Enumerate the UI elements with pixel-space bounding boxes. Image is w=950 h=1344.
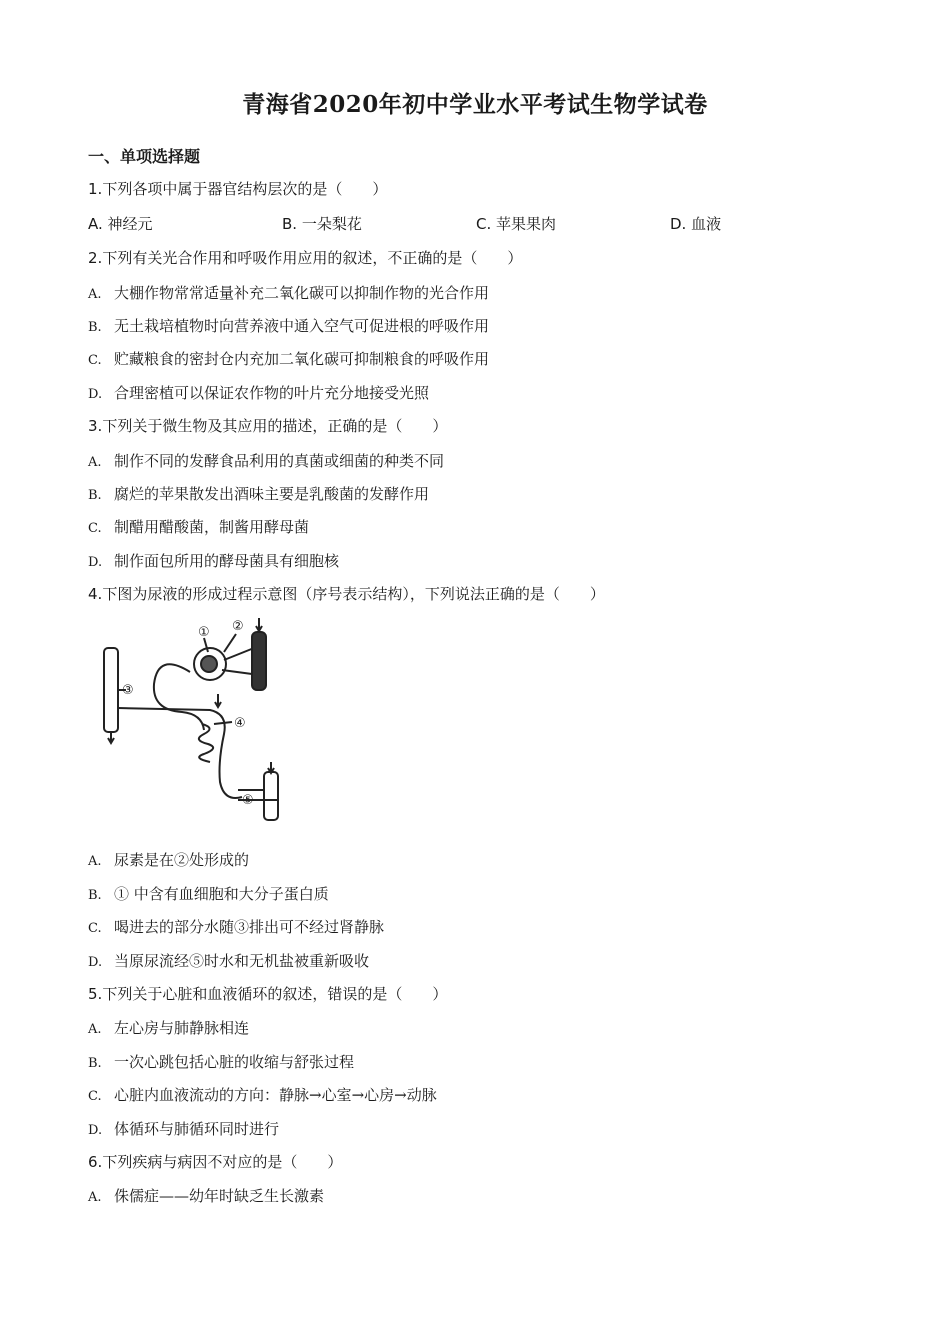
question-2: [88, 247, 522, 268]
option-label: A.: [88, 1190, 102, 1205]
option-label: D.: [670, 215, 687, 233]
option-text: 尿素是在②处形成的: [114, 851, 250, 869]
option-label: D.: [88, 1123, 103, 1138]
option-label: B.: [282, 215, 298, 233]
option-label: A.: [88, 215, 103, 233]
option-label: B.: [88, 320, 102, 335]
q3-option-a[interactable]: [88, 450, 444, 471]
renal-artery: [252, 632, 266, 690]
question-6: [88, 1151, 342, 1172]
collecting-duct: [104, 648, 118, 732]
option-text: 神经元: [107, 215, 153, 233]
option-label: A.: [88, 1022, 102, 1037]
option-text: 制醋用醋酸菌，制酱用酵母菌: [114, 518, 310, 536]
figure-label-1: ①: [198, 625, 210, 640]
figure-label-2: ②: [232, 619, 244, 634]
figure-label-5: ⑤: [242, 793, 254, 808]
afferent-arteriole: [224, 648, 254, 660]
q1-option-b[interactable]: [282, 213, 362, 234]
q4-option-c[interactable]: [88, 916, 384, 937]
q4-option-d[interactable]: [88, 950, 369, 971]
q3-option-b[interactable]: [88, 483, 429, 504]
option-label: A.: [88, 287, 102, 302]
peritubular-capillary: [199, 724, 213, 762]
figure-label-4: ④: [234, 716, 246, 731]
option-label: B.: [88, 1056, 102, 1071]
option-text: 合理密植可以保证农作物的叶片充分地接受光照: [114, 384, 430, 402]
option-label: D.: [88, 955, 103, 970]
option-text: 大棚作物常常适量补充二氧化碳可以抑制作物的光合作用: [114, 284, 490, 302]
q5-option-a[interactable]: [88, 1017, 249, 1038]
glomerulus: [201, 656, 217, 672]
q2-option-d[interactable]: [88, 382, 429, 403]
question-stem: 下列疾病与病因不对应的是（ ）: [102, 1153, 343, 1171]
leader-4: [214, 722, 232, 724]
option-text: 贮藏粮食的密封仓内充加二氧化碳可抑制粮食的呼吸作用: [114, 350, 490, 368]
q5-option-c[interactable]: [88, 1084, 437, 1105]
tubule-path: [118, 708, 242, 798]
option-label: B.: [88, 488, 102, 503]
q2-option-a[interactable]: [88, 282, 489, 303]
option-label: B.: [88, 888, 102, 903]
question-number: 3.: [88, 417, 103, 435]
option-text: 侏儒症——幼年时缺乏生长激素: [114, 1187, 325, 1205]
option-text: 苹果果肉: [496, 215, 557, 233]
option-label: A.: [88, 854, 102, 869]
efferent-arteriole: [222, 670, 252, 674]
q1-option-d[interactable]: [670, 213, 721, 234]
q3-option-d[interactable]: [88, 550, 339, 571]
option-text: 心脏内血液流动的方向：静脉→心室→心房→动脉: [114, 1086, 437, 1104]
option-text: 左心房与肺静脉相连: [114, 1019, 250, 1037]
option-text: 一朵梨花: [301, 215, 362, 233]
option-label: D.: [88, 387, 103, 402]
option-text: 腐烂的苹果散发出酒味主要是乳酸菌的发酵作用: [114, 485, 430, 503]
q3-option-c[interactable]: [88, 516, 309, 537]
option-text: 血液: [691, 215, 722, 233]
leader-2: [224, 634, 236, 652]
question-number: 6.: [88, 1153, 103, 1171]
nephron-diagram: [92, 612, 292, 824]
option-label: C.: [476, 215, 492, 233]
q6-option-a[interactable]: [88, 1185, 324, 1206]
question-stem: 下列各项中属于器官结构层次的是（ ）: [102, 180, 388, 198]
question-number: 5.: [88, 985, 103, 1003]
q4-option-a[interactable]: [88, 849, 249, 870]
section-heading: 一、单项选择题: [88, 147, 201, 166]
figure-label-3: ③: [122, 683, 134, 698]
question-stem: 下列有关光合作用和呼吸作用应用的叙述，不正确的是（ ）: [102, 249, 523, 267]
option-text: 制作不同的发酵食品利用的真菌或细菌的种类不同: [114, 452, 445, 470]
renal-vein: [264, 772, 278, 820]
option-text: 体循环与肺循环同时进行: [114, 1120, 280, 1138]
option-label: D.: [88, 555, 103, 570]
question-number: 4.: [88, 585, 103, 603]
option-label: C.: [88, 1089, 102, 1104]
q1-option-c[interactable]: [476, 213, 556, 234]
q2-option-b[interactable]: [88, 315, 489, 336]
option-label: C.: [88, 921, 102, 936]
question-stem: 下图为尿液的形成过程示意图（序号表示结构），下列说法正确的是（ ）: [102, 585, 605, 603]
option-text: 喝进去的部分水随③排出可不经过肾静脉: [114, 918, 385, 936]
option-text: 当原尿流经⑤时水和无机盐被重新吸收: [114, 952, 370, 970]
option-label: C.: [88, 353, 102, 368]
option-text: ① 中含有血细胞和大分子蛋白质: [114, 885, 329, 903]
option-text: 制作面包所用的酵母菌具有细胞核: [114, 552, 340, 570]
question-3: [88, 415, 447, 436]
q2-option-c[interactable]: [88, 348, 489, 369]
exam-title: 青海省2020年初中学业水平考试生物学试卷: [242, 91, 708, 118]
option-label: C.: [88, 521, 102, 536]
question-stem: 下列关于心脏和血液循环的叙述，错误的是（ ）: [102, 985, 448, 1003]
option-text: 一次心跳包括心脏的收缩与舒张过程: [114, 1053, 355, 1071]
q5-option-b[interactable]: [88, 1051, 354, 1072]
option-label: A.: [88, 455, 102, 470]
question-5: [88, 983, 447, 1004]
option-text: 无土栽培植物时向营养液中通入空气可促进根的呼吸作用: [114, 317, 490, 335]
question-number: 1.: [88, 180, 103, 198]
question-1: [88, 178, 387, 199]
q1-option-a[interactable]: [88, 213, 153, 234]
question-stem: 下列关于微生物及其应用的描述，正确的是（ ）: [102, 417, 448, 435]
question-4: [88, 583, 605, 604]
q5-option-d[interactable]: [88, 1118, 279, 1139]
question-number: 2.: [88, 249, 103, 267]
q4-option-b[interactable]: [88, 883, 329, 904]
